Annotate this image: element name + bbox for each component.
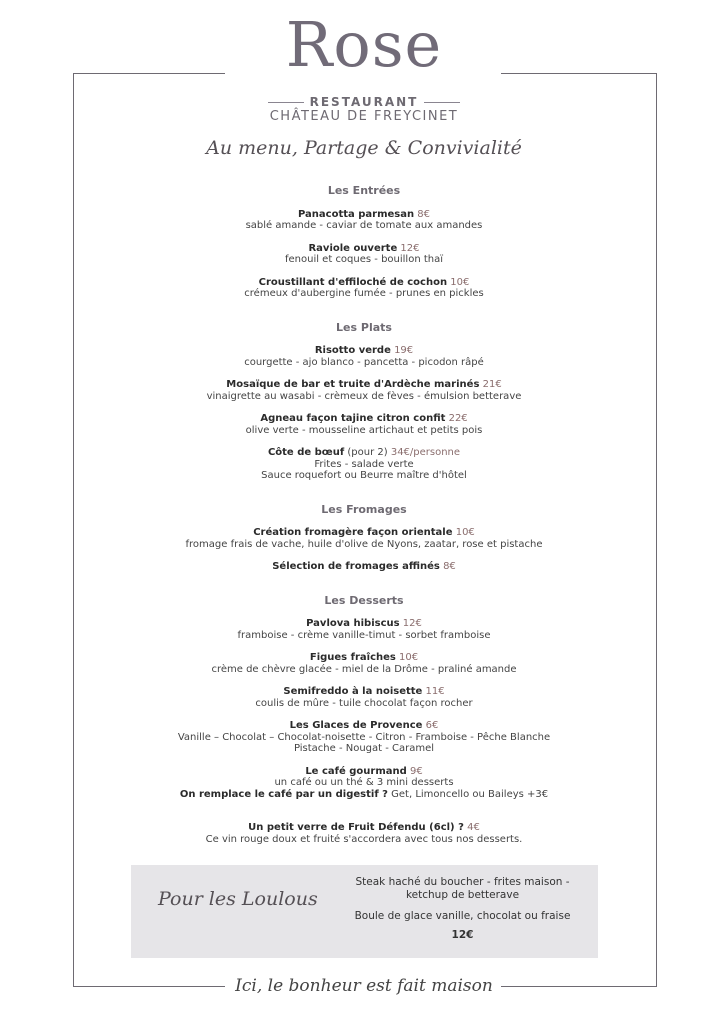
- dish-item: [100, 766, 628, 801]
- dish-description: vinaigrette au wasabi - crèmeux de fèves - émulsion betterave: [206, 390, 522, 402]
- dish-name: Mosaïque de bar et truite d'Ardèche marinés: [226, 379, 480, 390]
- dish-description: un café ou un thé & 3 mini desserts: [274, 777, 454, 788]
- divider-left: [268, 102, 304, 103]
- kids-menu-title: Pour les Loulous: [158, 888, 318, 910]
- wine-description: Ce vin rouge doux et fruité s'accordera avec tous nos desserts.: [205, 833, 523, 845]
- dish-item: [100, 652, 628, 675]
- wine-name-line: [100, 822, 628, 834]
- wine-item: [100, 822, 628, 845]
- dish-price: 8€: [417, 208, 431, 220]
- dish-description: Frites - salade verte: [314, 458, 414, 470]
- brand-logo: Rose: [285, 8, 443, 81]
- dish-name: Côte de bœuf: [267, 447, 345, 458]
- dish-item: [100, 277, 628, 300]
- dish-name-line: [100, 652, 628, 664]
- dish-description: Pistache - Nougat - Caramel: [293, 743, 435, 754]
- dish-item: [100, 243, 628, 266]
- dish-item: [100, 527, 628, 550]
- dish-item: [100, 686, 628, 709]
- dish-price: 21€: [482, 379, 502, 390]
- kids-menu-price: 12€: [451, 929, 474, 941]
- dish-name: Les Glaces de Provence: [289, 720, 423, 731]
- dish-description: sablé amande - caviar de tomate aux amandes: [245, 220, 483, 231]
- wine-name: Un petit verre de Fruit Défendu (6cl) ?: [248, 822, 464, 833]
- dish-name: Le café gourmand: [305, 765, 407, 777]
- dish-price: 12€: [400, 242, 420, 254]
- dish-description: Vanille – Chocolat – Chocolat-noisette - Citron - Framboise - Pêche Blanche: [177, 731, 551, 743]
- section-title: Les Entrées: [327, 184, 401, 197]
- dish-price: 34€/personne: [390, 447, 461, 458]
- dish-name-line: [100, 527, 628, 539]
- dish-description: coulis de mûre - tuile chocolat façon rocher: [255, 697, 473, 709]
- dish-price: 9€: [409, 765, 423, 777]
- dish-name: Agneau façon tajine citron confit: [260, 413, 446, 424]
- dish-name-line: [100, 209, 628, 221]
- divider-right: [424, 102, 460, 103]
- dish-name-line: [100, 766, 628, 778]
- wine-price: 4€: [467, 822, 480, 833]
- dish-price: 8€: [443, 561, 456, 572]
- dish-price: 10€: [455, 527, 475, 538]
- tagline: Au menu, Partage & Convivialité: [206, 137, 522, 159]
- dish-description: Sauce roquefort ou Beurre maître d'hôtel: [261, 470, 467, 481]
- dish-description: crémeux d'aubergine fumée - prunes en pickles: [244, 288, 484, 299]
- dish-item: [100, 209, 628, 232]
- dish-item: [100, 618, 628, 641]
- chateau-label: CHÂTEAU DE FREYCINET: [269, 109, 459, 124]
- dish-description: crème de chèvre glacée - miel de la Drôme - praliné amande: [211, 663, 517, 675]
- restaurant-label: RESTAURANT: [309, 95, 419, 109]
- dish-name-line: [100, 345, 628, 357]
- dish-name-line: [100, 379, 628, 391]
- dish-name-line: [100, 447, 628, 459]
- dish-extra: On remplace le café par un digestif ?: [179, 788, 388, 800]
- dish-price: 11€: [425, 686, 445, 697]
- dish-name: Création fromagère façon orientale: [253, 527, 453, 538]
- dish-price: 22€: [448, 413, 468, 424]
- dish-item: [100, 447, 628, 482]
- dish-name: Figues fraîches: [309, 652, 396, 663]
- dish-name: Risotto verde: [314, 345, 391, 356]
- dish-name: Raviole ouverte: [308, 242, 398, 254]
- dish-extra-rest: Get, Limoncello ou Baileys +3€: [391, 788, 549, 800]
- dish-name: Sélection de fromages affinés: [272, 561, 440, 572]
- dish-item: [100, 413, 628, 436]
- dish-name-line: [100, 243, 628, 255]
- dish-name-line: [100, 413, 628, 425]
- dish-extra-line: [100, 789, 628, 801]
- dish-item: [100, 561, 628, 573]
- kids-menu-line2: Boule de glace vanille, chocolat ou fraise: [354, 910, 571, 922]
- dish-item: [100, 345, 628, 368]
- dish-price: 19€: [394, 345, 414, 356]
- kids-menu-info: [350, 876, 575, 942]
- dish-description: olive verte - mousseline artichaut et petits pois: [245, 424, 483, 436]
- dish-price: 12€: [402, 618, 422, 629]
- dish-price: 10€: [450, 276, 470, 288]
- dish-price: 10€: [399, 652, 419, 663]
- section-title: Les Fromages: [321, 502, 407, 516]
- dish-item: [100, 379, 628, 402]
- dish-item: [100, 720, 628, 755]
- section-title: Les Plats: [336, 320, 392, 334]
- dish-name-line: [100, 561, 628, 573]
- dish-name-line: [100, 277, 628, 289]
- dish-note: (pour 2): [347, 447, 388, 458]
- section-title: Les Desserts: [324, 593, 404, 607]
- dish-name-line: [100, 618, 628, 630]
- dish-name: Semifreddo à la noisette: [283, 686, 423, 697]
- dish-description: fromage frais de vache, huile d'olive de Nyons, zaatar, rose et pistache: [185, 538, 543, 550]
- dish-description: courgette - ajo blanco - pancetta - picodon râpé: [244, 356, 484, 368]
- kids-menu-line1: Steak haché du boucher - frites maison - ketchup de betterave: [355, 876, 570, 901]
- dish-description: framboise - crème vanille-timut - sorbet framboise: [237, 629, 491, 641]
- footer-slogan: Ici, le bonheur est fait maison: [235, 976, 493, 996]
- restaurant-label-row: [0, 95, 728, 109]
- menu-content: [100, 185, 628, 856]
- dish-name: Croustillant d'effiloché de cochon: [258, 276, 448, 288]
- dish-price: 6€: [425, 720, 439, 731]
- dish-name: Pavlova hibiscus: [306, 618, 400, 629]
- dish-name: Panacotta parmesan: [297, 208, 415, 220]
- dish-name-line: [100, 686, 628, 698]
- dish-description: fenouil et coques - bouillon thaï: [284, 254, 444, 265]
- dish-name-line: [100, 720, 628, 732]
